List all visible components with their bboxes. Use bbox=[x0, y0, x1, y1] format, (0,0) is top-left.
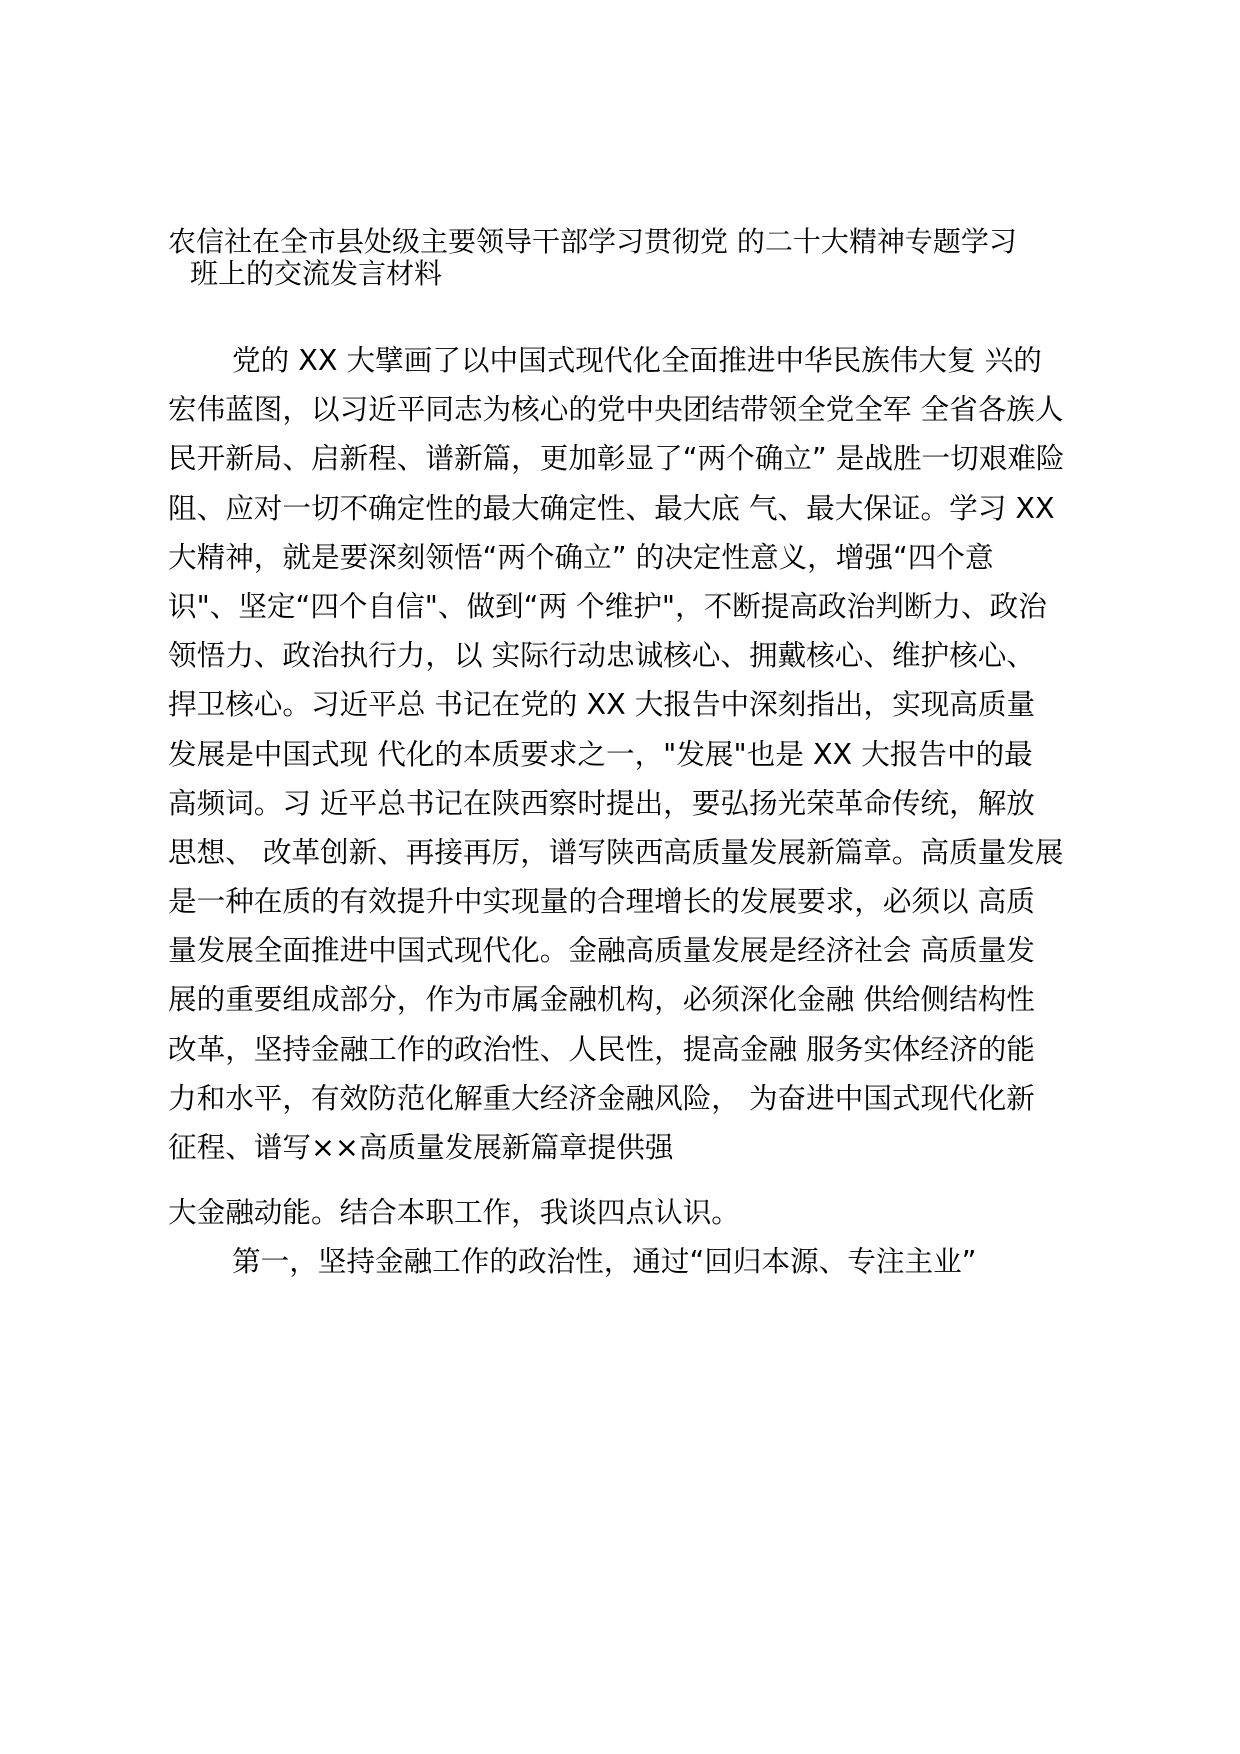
paragraph-line: 第一，坚持金融工作的政治性，通过“回归本源、专注主业” bbox=[232, 1244, 977, 1279]
paragraph-line: 领悟力、政治执行力，以 实际行动忠诚核心、拥戴核心、维护核心、 bbox=[168, 638, 1035, 673]
paragraph-line: 改革，坚持金融工作的政治性、人民性，提高金融 服务实体经济的能 bbox=[168, 1031, 1035, 1066]
paragraph-line: 民开新局、启新程、谱新篇，更加彰显了“两个确立” 是战胜一切艰难险 bbox=[168, 441, 1065, 476]
paragraph-line: 高频词。习 近平总书记在陕西察时提出，要弘扬光荣革命传统，解放 bbox=[168, 785, 1035, 820]
paragraph-line: 发展是中国式现 代化的本质要求之一，"发展"也是 XX 大报告中的最 bbox=[168, 736, 1033, 771]
paragraph-line: 捍卫核心。习近平总 书记在党的 XX 大报告中深刻指出，实现高质量 bbox=[168, 687, 1036, 722]
paragraph-line: 党的 XX 大擘画了以中国式现代化全面推进中华民族伟大复 兴的 bbox=[232, 343, 1042, 377]
paragraph-line: 阻、应对一切不确定性的最大确定性、最大底 气、最大保证。学习 XX bbox=[168, 490, 1055, 525]
document-body bbox=[168, 336, 1098, 1287]
document-title-line-1: 农信社在全市县处级主要领导干部学习贯彻党 的二十大精神专题学习 bbox=[168, 225, 1017, 258]
paragraph-line: 是一种在质的有效提升中实现量的合理增长的发展要求，必须以 高质 bbox=[168, 884, 1035, 919]
paragraph-line: 宏伟蓝图，以习近平同志为核心的党中央团结带领全党全军 全省各族人 bbox=[168, 392, 1064, 427]
paragraph-line: 大精神，就是要深刻领悟“两个确立” 的决定性意义，增强“四个意 bbox=[168, 539, 994, 574]
paragraph-line: 识"、坚定“四个自信"、做到“两 个维护"，不断提高政治判断力、政治 bbox=[168, 588, 1047, 623]
document-title-line-2: 班上的交流发言材料 bbox=[190, 257, 443, 290]
paragraph-gap bbox=[168, 1172, 1098, 1188]
paragraph-line: 力和水平，有效防范化解重大经济金融风险， 为奋进中国式现代化新 bbox=[168, 1080, 1035, 1115]
paragraph-line: 展的重要组成部分，作为市属金融机构，必须深化金融 供给侧结构性 bbox=[168, 982, 1035, 1017]
paragraph-line: 大金融动能。结合本职工作，我谈四点认识。 bbox=[168, 1195, 740, 1230]
paragraph-line: 征程、谱写××高质量发展新篇章提供强 bbox=[168, 1130, 674, 1164]
paragraph-line: 思想、 改革创新、再接再厉，谱写陕西高质量发展新篇章。高质量发展 bbox=[168, 834, 1064, 869]
paragraph-line: 量发展全面推进中国式现代化。金融高质量发展是经济社会 高质量发 bbox=[168, 933, 1035, 968]
